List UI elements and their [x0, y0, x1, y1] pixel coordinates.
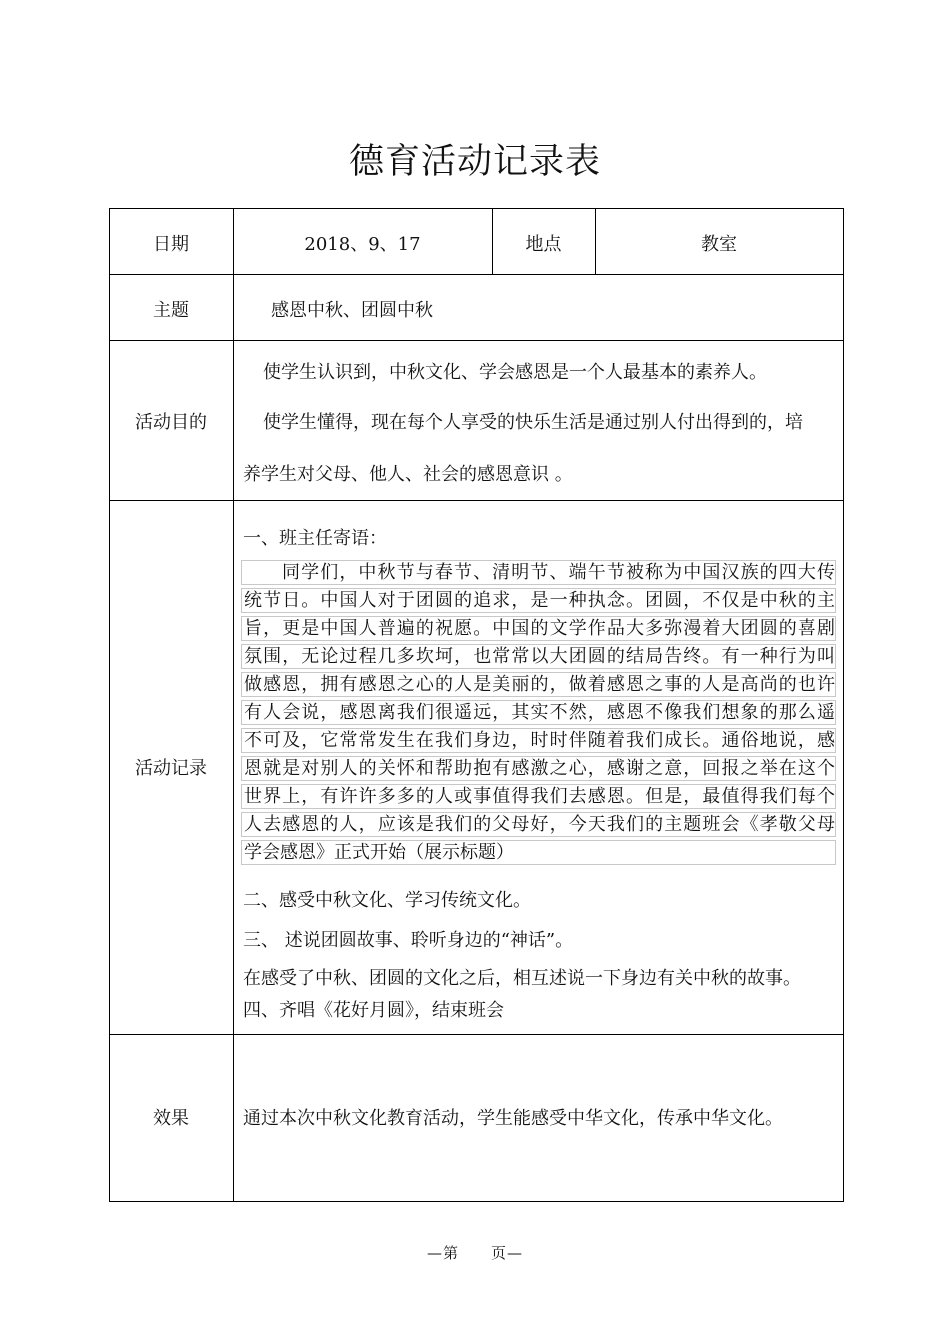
date-value: 2018、9、17 [304, 234, 421, 255]
effect-label: 效果 [153, 1108, 189, 1129]
purpose-line: 养学生对父母、他人、社会的感恩意识 。 [243, 464, 573, 485]
row-divider [109, 500, 844, 501]
record-label: 活动记录 [135, 758, 207, 779]
page-footer: —第 页— [426, 1244, 523, 1262]
record-paragraph-line: 有人会说，感恩离我们很遥远，其实不然，感恩不像我们想象的那么遥 [241, 700, 836, 725]
record-paragraph-line: 同学们，中秋节与春节、清明节、端午节被称为中国汉族的四大传 [241, 560, 836, 585]
record-item-3: 三、 述说团圆故事、聆听身边的“神话”。 [243, 930, 574, 951]
table-border-right [843, 208, 844, 1202]
theme-label: 主题 [153, 300, 189, 321]
purpose-label: 活动目的 [135, 412, 207, 433]
row-divider [109, 274, 844, 275]
record-heading-1: 一、班主任寄语： [243, 528, 387, 549]
record-paragraph-line: 氛围，无论过程几多坎坷，也常常以大团圆的结局告终。有一种行为叫 [241, 644, 836, 669]
row-divider [109, 340, 844, 341]
date-label: 日期 [153, 234, 189, 255]
record-paragraph-line: 恩就是对别人的关怀和帮助抱有感激之心，感谢之意，回报之举在这个 [241, 756, 836, 781]
page-title: 德育活动记录表 [348, 142, 601, 182]
purpose-line: 使学生认识到，中秋文化、学会感恩是一个人最基本的素养人。 [263, 362, 767, 383]
table-border-left [109, 208, 110, 1202]
record-paragraph-line: 人去感恩的人，应该是我们的父母好，今天我们的主题班会《孝敬父母 [241, 812, 836, 837]
theme-value: 感恩中秋、团圆中秋 [271, 300, 433, 321]
record-item-2: 二、感受中秋文化、学习传统文化。 [243, 890, 531, 911]
place-label: 地点 [525, 234, 562, 255]
label-column-divider [233, 208, 234, 1202]
record-paragraph-line: 学会感恩》正式开始（展示标题） [241, 840, 836, 865]
table-border-bottom [109, 1201, 844, 1202]
row-divider [109, 1034, 844, 1035]
table-border-top [109, 208, 844, 209]
record-item-3-detail: 在感受了中秋、团圆的文化之后，相互述说一下身边有关中秋的故事。 [243, 968, 801, 989]
record-item-4: 四、齐唱《花好月圆》，结束班会 [243, 1000, 504, 1021]
place-value: 教室 [701, 234, 737, 255]
record-paragraph-line: 做感恩，拥有感恩之心的人是美丽的，做着感恩之事的人是高尚的也许 [241, 672, 836, 697]
record-paragraph-line: 不可及，它常常发生在我们身边，时时伴随着我们成长。通俗地说，感 [241, 728, 836, 753]
record-paragraph-line: 旨，更是中国人普遍的祝愿。中国的文学作品大多弥漫着大团圆的喜剧 [241, 616, 836, 641]
record-paragraph-line: 世界上，有许许多多的人或事值得我们去感恩。但是，最值得我们每个 [241, 784, 836, 809]
effect-value: 通过本次中秋文化教育活动，学生能感受中华文化，传承中华文化。 [243, 1108, 783, 1129]
record-paragraph-line: 统节日。中国人对于团圆的追求，是一种执念。团圆，不仅是中秋的主 [241, 588, 836, 613]
purpose-line: 使学生懂得，现在每个人享受的快乐生活是通过别人付出得到的，培 [263, 412, 803, 433]
activity-record-table [109, 208, 844, 1202]
